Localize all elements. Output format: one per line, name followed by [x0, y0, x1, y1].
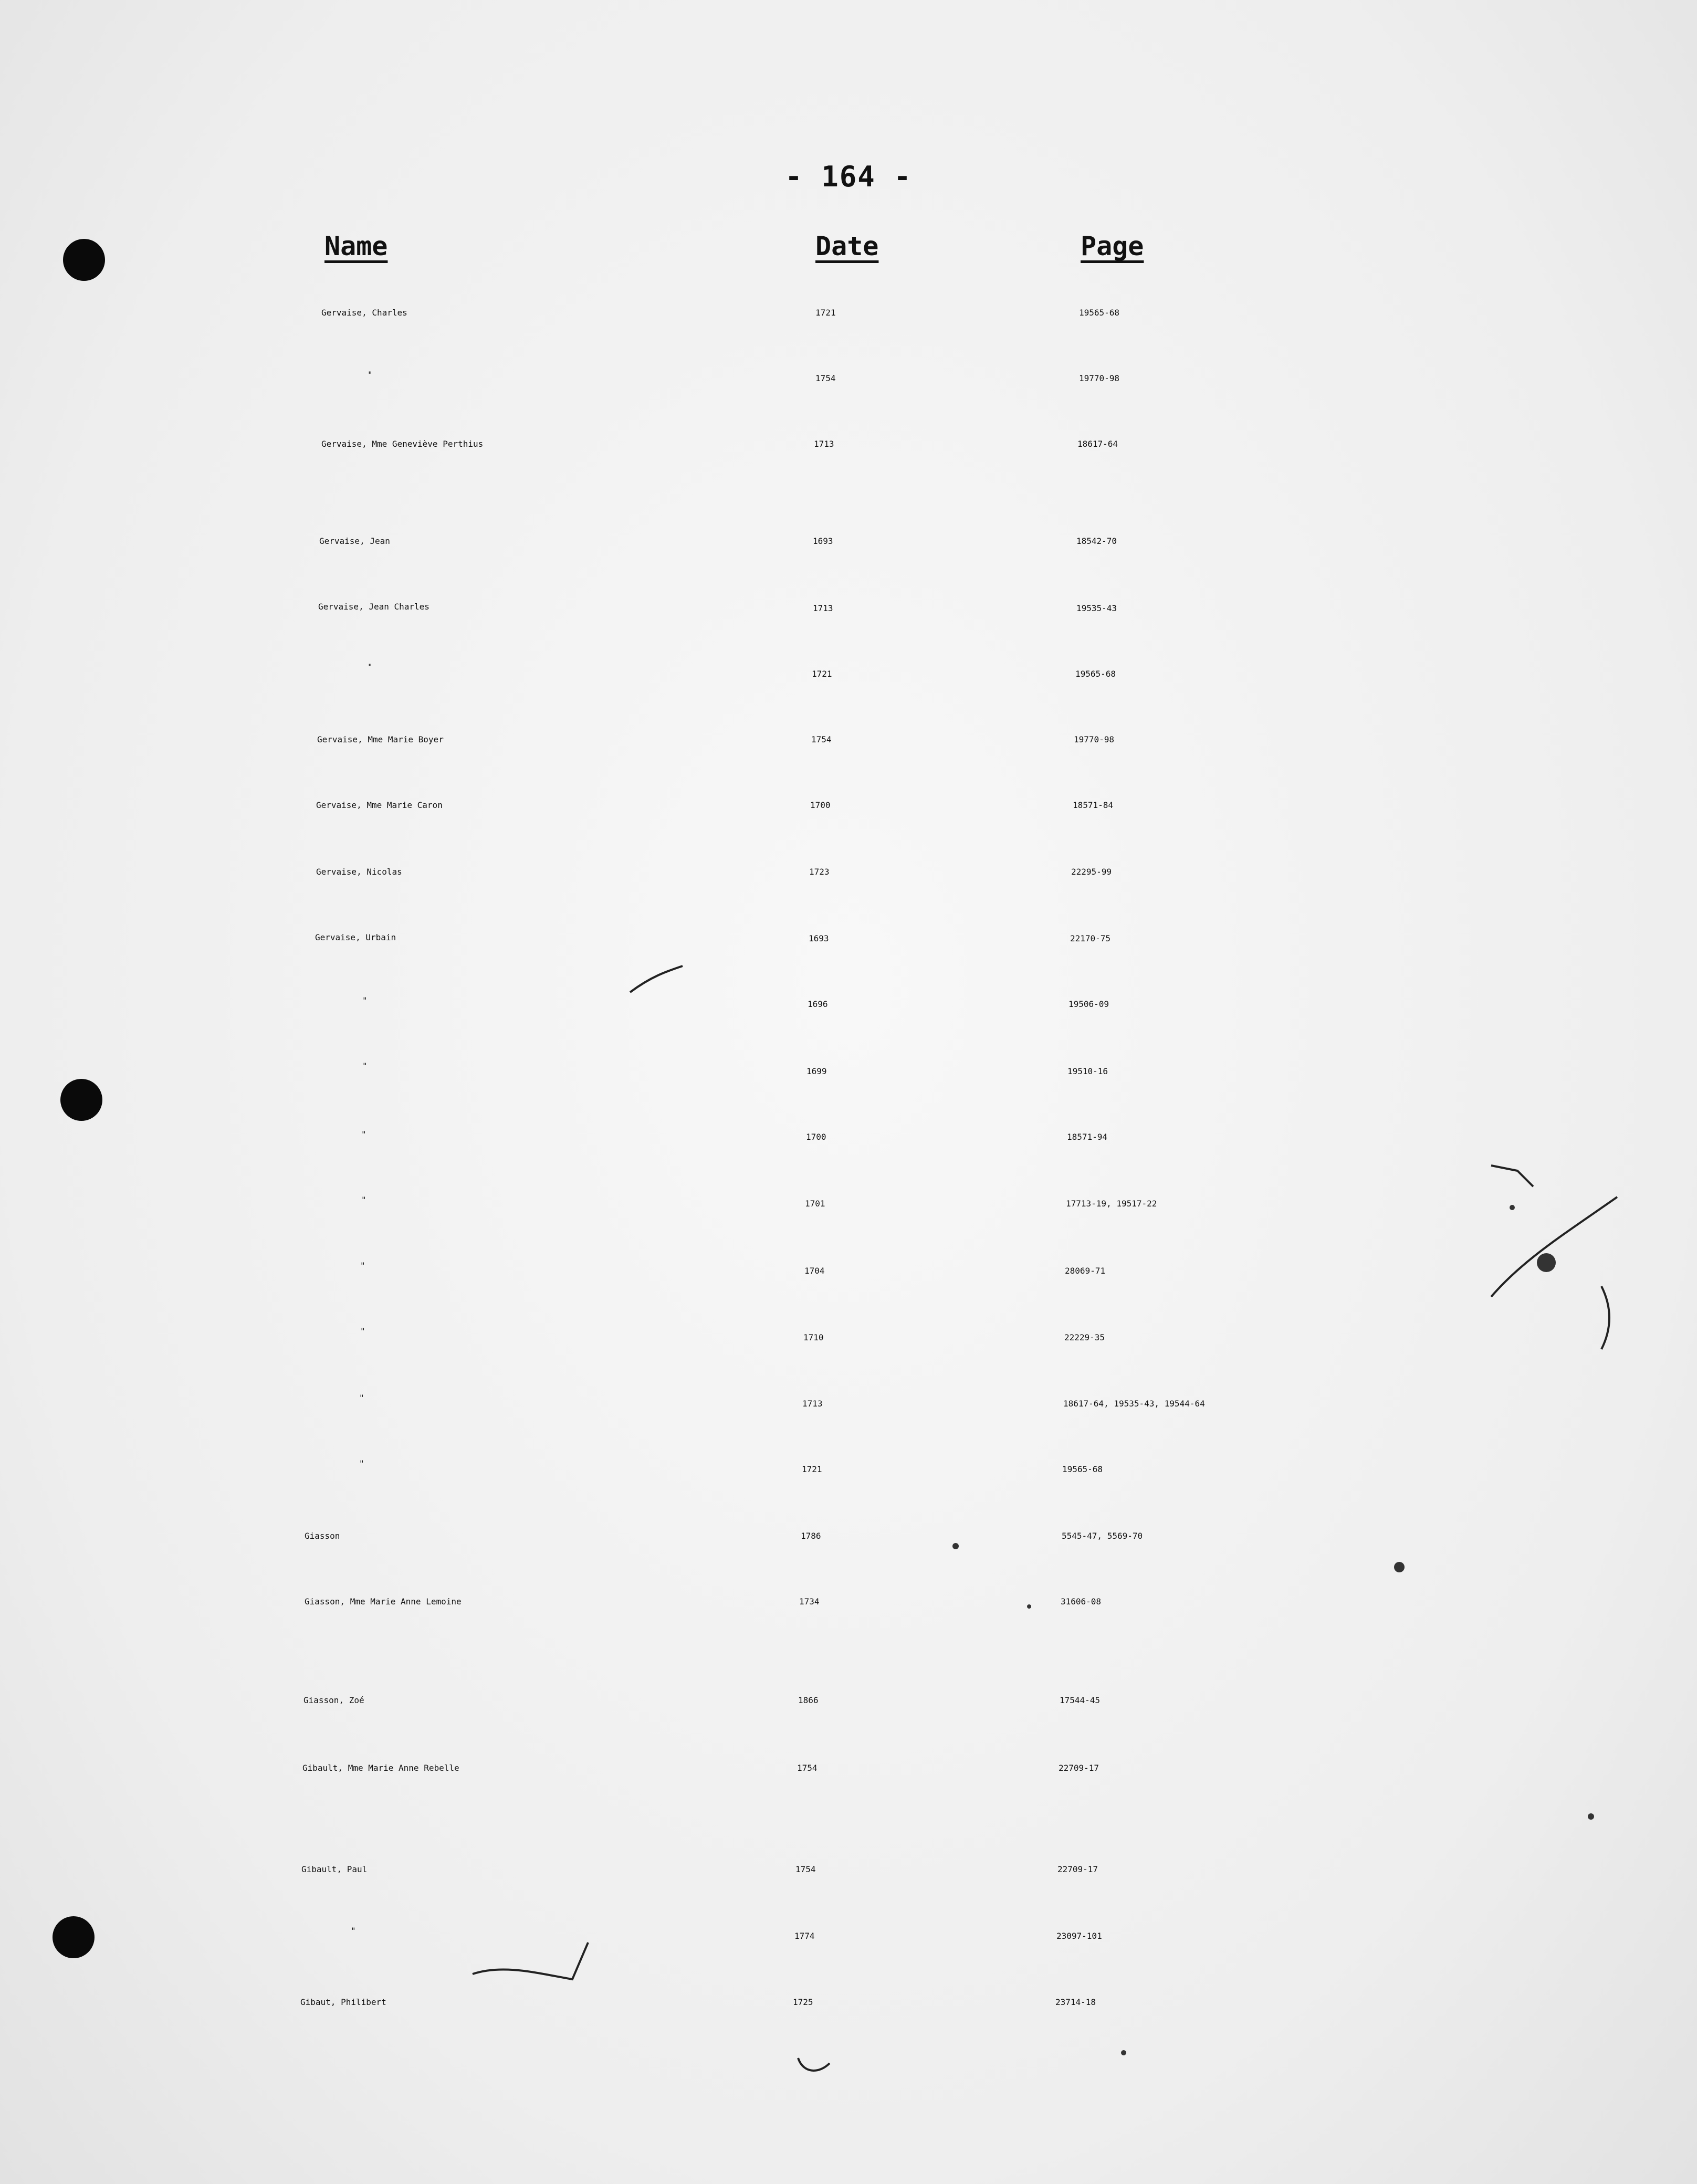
record-date: 1693: [813, 536, 833, 546]
record-page: 5545-47, 5569-70: [1062, 1531, 1143, 1541]
record-page: 18542-70: [1076, 536, 1117, 546]
record-date: 1866: [798, 1695, 819, 1705]
record-date: 1754: [797, 1763, 818, 1773]
record-page: 18617-64, 19535-43, 19544-64: [1063, 1399, 1205, 1409]
record-name: Giasson, Mme Marie Anne Lemoine: [305, 1597, 462, 1606]
record-name: Gervaise, Mme Marie Boyer: [317, 734, 444, 744]
punch-hole-top: [63, 239, 105, 281]
punch-hole-middle: [60, 1079, 102, 1121]
record-page: 18571-84: [1073, 800, 1114, 810]
record-date: 1700: [806, 1132, 826, 1142]
record-page: 19770-98: [1079, 373, 1120, 383]
record-page: 22709-17: [1059, 1763, 1099, 1773]
record-page: 22229-35: [1064, 1332, 1105, 1342]
header-name: Name: [324, 231, 388, 261]
record-name: ": [361, 1129, 366, 1139]
record-date: 1713: [802, 1399, 823, 1409]
record-date: 1754: [815, 373, 836, 383]
record-name: Gervaise, Mme Marie Caron: [316, 800, 443, 810]
record-page: 19510-16: [1067, 1066, 1108, 1076]
record-name: ": [368, 662, 373, 672]
record-date: 1774: [794, 1931, 815, 1941]
record-page: 19770-98: [1074, 734, 1115, 744]
record-date: 1704: [804, 1266, 825, 1276]
record-date: 1734: [799, 1597, 820, 1606]
record-name: Gibaut, Philibert: [300, 1997, 386, 2007]
record-date: 1693: [809, 933, 829, 943]
record-name: ": [360, 1326, 365, 1336]
record-date: 1754: [811, 734, 832, 744]
record-name: Gibault, Paul: [301, 1864, 368, 1874]
record-page: 17713-19, 19517-22: [1066, 1199, 1157, 1209]
record-page: 19565-68: [1062, 1464, 1103, 1474]
record-page: 17544-45: [1060, 1695, 1101, 1705]
record-page: 18617-64: [1077, 439, 1118, 449]
record-date: 1701: [805, 1199, 825, 1209]
record-date: 1710: [803, 1332, 824, 1342]
record-date: 1721: [812, 669, 832, 679]
page-number: - 164 -: [785, 160, 912, 193]
record-date: 1713: [814, 439, 834, 449]
record-name: ": [359, 1458, 364, 1468]
record-page: 19565-68: [1079, 308, 1120, 318]
record-name: ": [368, 370, 373, 380]
record-name: Giasson, Zoé: [303, 1695, 364, 1705]
record-date: 1721: [815, 308, 836, 318]
record-name: ": [361, 1195, 366, 1205]
record-page: 31606-08: [1061, 1597, 1102, 1606]
record-date: 1786: [801, 1531, 821, 1541]
record-name: Gervaise, Urbain: [315, 932, 396, 942]
record-page: 22709-17: [1057, 1864, 1098, 1874]
record-date: 1700: [810, 800, 831, 810]
header-page: Page: [1081, 231, 1144, 261]
record-page: 19535-43: [1076, 603, 1117, 613]
record-name: Gervaise, Nicolas: [316, 867, 402, 877]
record-page: 18571-94: [1067, 1132, 1108, 1142]
record-page: 28069-71: [1065, 1266, 1106, 1276]
record-date: 1696: [808, 999, 828, 1009]
punch-hole-bottom: [53, 1916, 95, 1958]
record-date: 1713: [813, 603, 833, 613]
record-name: ": [362, 1061, 368, 1071]
record-name: ": [360, 1261, 365, 1270]
record-name: ": [362, 995, 368, 1005]
record-page: 23714-18: [1055, 1997, 1096, 2007]
record-name: Gervaise, Jean Charles: [318, 602, 430, 612]
record-date: 1723: [809, 867, 830, 877]
record-name: Gervaise, Charles: [321, 308, 407, 318]
record-name: Giasson: [305, 1531, 340, 1541]
record-date: 1721: [802, 1464, 822, 1474]
record-date: 1699: [806, 1066, 827, 1076]
record-page: 23097-101: [1056, 1931, 1102, 1941]
record-name: ": [359, 1393, 364, 1403]
record-name: ": [351, 1926, 356, 1936]
header-date: Date: [815, 231, 879, 261]
record-name: Gervaise, Mme Geneviève Perthius: [321, 439, 484, 449]
record-date: 1754: [795, 1864, 816, 1874]
record-name: Gibault, Mme Marie Anne Rebelle: [302, 1763, 459, 1773]
record-name: Gervaise, Jean: [319, 536, 390, 546]
record-page: 22295-99: [1071, 867, 1112, 877]
record-page: 19565-68: [1075, 669, 1116, 679]
record-date: 1725: [793, 1997, 813, 2007]
record-page: 19506-09: [1069, 999, 1109, 1009]
record-page: 22170-75: [1070, 933, 1111, 943]
